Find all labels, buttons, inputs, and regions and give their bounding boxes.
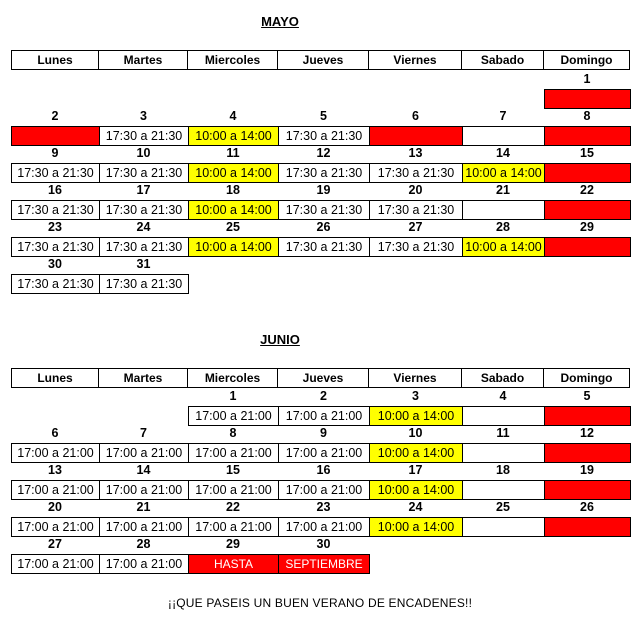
day-number: 20 (48, 500, 62, 514)
morning-slot-cell: 10:00 a 14:00 (462, 163, 545, 183)
day-number: 19 (316, 183, 331, 197)
evening-slot-cell: 17:30 a 21:30 (11, 237, 100, 257)
closed-day-cell (544, 200, 631, 220)
junio-calendar (11, 368, 630, 571)
evening-slot-cell: 17:00 a 21:00 (99, 517, 189, 537)
weekday-header: Lunes (11, 368, 99, 388)
morning-slot-cell: 10:00 a 14:00 (188, 200, 279, 220)
closed-day-cell (544, 126, 631, 146)
evening-slot-cell: 17:00 a 21:00 (188, 443, 279, 463)
evening-slot-cell: 17:30 a 21:30 (99, 200, 189, 220)
closed-day-cell (369, 126, 463, 146)
evening-slot-cell: 17:00 a 21:00 (278, 517, 370, 537)
evening-slot-cell: 17:30 a 21:30 (99, 237, 189, 257)
mayo-title: MAYO (261, 14, 299, 29)
evening-slot-cell: 17:30 a 21:30 (11, 274, 100, 294)
morning-slot-cell: 10:00 a 14:00 (188, 237, 279, 257)
day-number: 5 (583, 389, 591, 403)
day-number: 21 (496, 183, 510, 197)
day-number: 1 (229, 389, 237, 403)
day-number: 1 (583, 72, 591, 86)
calendar-week (11, 461, 630, 500)
evening-slot-cell: 17:00 a 21:00 (99, 480, 189, 500)
calendar-week (11, 144, 630, 183)
evening-slot-cell (462, 517, 545, 537)
evening-slot-cell (462, 406, 545, 426)
day-number: 8 (229, 426, 237, 440)
weekday-header: Jueves (278, 368, 369, 388)
closed-day-cell (544, 517, 631, 537)
day-number: 31 (136, 257, 151, 271)
footer-message: ¡¡QUE PASEIS UN BUEN VERANO DE ENCADENES!! (167, 596, 473, 610)
day-number: 16 (48, 183, 62, 197)
evening-slot-cell: 17:30 a 21:30 (369, 163, 463, 183)
day-number: 17 (408, 463, 423, 477)
closed-day-cell (544, 163, 631, 183)
evening-slot-cell: 17:00 a 21:00 (188, 480, 279, 500)
closed-day-cell (544, 480, 631, 500)
weekday-header-row (11, 50, 630, 70)
weekday-header: Viernes (369, 50, 462, 70)
weekday-header: Martes (99, 368, 188, 388)
evening-slot-cell: 17:00 a 21:00 (11, 517, 100, 537)
day-number: 24 (408, 500, 423, 514)
closed-day-cell: SEPTIEMBRE (278, 554, 370, 574)
calendar-week (11, 107, 630, 146)
evening-slot-cell: 17:30 a 21:30 (278, 126, 370, 146)
evening-slot-cell: 17:00 a 21:00 (99, 554, 189, 574)
calendar-week (11, 218, 630, 257)
day-number: 12 (580, 426, 594, 440)
day-number: 4 (229, 109, 237, 123)
day-number: 15 (580, 146, 594, 160)
day-number: 10 (136, 146, 151, 160)
morning-slot-cell: 10:00 a 14:00 (369, 443, 463, 463)
evening-slot-cell: 17:30 a 21:30 (278, 237, 370, 257)
day-number: 30 (316, 537, 331, 551)
day-number: 6 (412, 109, 419, 123)
day-number: 19 (580, 463, 594, 477)
evening-slot-cell: 17:00 a 21:00 (278, 443, 370, 463)
evening-slot-cell: 17:30 a 21:30 (369, 237, 463, 257)
mayo-calendar (11, 50, 630, 291)
day-number: 4 (499, 389, 507, 403)
day-number: 13 (48, 463, 62, 477)
evening-slot-cell (462, 126, 545, 146)
day-number: 16 (316, 463, 331, 477)
junio-title: JUNIO (260, 332, 300, 347)
day-number: 9 (320, 426, 327, 440)
weekday-header: Sabado (462, 50, 544, 70)
evening-slot-cell (462, 200, 545, 220)
closed-day-cell (544, 443, 631, 463)
evening-slot-cell: 17:00 a 21:00 (188, 406, 279, 426)
morning-slot-cell: 10:00 a 14:00 (188, 126, 279, 146)
day-number: 13 (408, 146, 423, 160)
evening-slot-cell: 17:00 a 21:00 (11, 443, 100, 463)
evening-slot-cell: 17:30 a 21:30 (11, 163, 100, 183)
evening-slot-cell: 17:00 a 21:00 (188, 517, 279, 537)
day-number: 26 (316, 220, 331, 234)
day-number: 24 (136, 220, 151, 234)
evening-slot-cell: 17:00 a 21:00 (278, 480, 370, 500)
closed-day-cell: HASTA (188, 554, 279, 574)
evening-slot-cell: 17:30 a 21:30 (99, 163, 189, 183)
day-number: 18 (496, 463, 510, 477)
weekday-header: Domingo (544, 50, 630, 70)
weekday-header: Viernes (369, 368, 462, 388)
calendar-week (11, 535, 630, 574)
day-number: 29 (226, 537, 240, 551)
day-number: 3 (412, 389, 419, 403)
calendar-week (11, 424, 630, 463)
closed-day-cell (11, 126, 100, 146)
day-number: 12 (316, 146, 331, 160)
evening-slot-cell: 17:30 a 21:30 (99, 126, 189, 146)
day-number: 27 (48, 537, 62, 551)
morning-slot-cell: 10:00 a 14:00 (188, 163, 279, 183)
evening-slot-cell: 17:30 a 21:30 (99, 274, 189, 294)
day-number: 7 (140, 426, 147, 440)
day-number: 27 (408, 220, 423, 234)
day-number: 29 (580, 220, 594, 234)
day-number: 23 (48, 220, 62, 234)
evening-slot-cell: 17:00 a 21:00 (278, 406, 370, 426)
morning-slot-cell: 10:00 a 14:00 (369, 480, 463, 500)
weekday-header: Martes (99, 50, 188, 70)
day-number: 25 (496, 500, 510, 514)
evening-slot-cell: 17:00 a 21:00 (99, 443, 189, 463)
calendar-week (11, 498, 630, 537)
closed-day-cell (544, 237, 631, 257)
day-number: 14 (136, 463, 151, 477)
day-number: 23 (316, 500, 331, 514)
day-number: 30 (48, 257, 62, 271)
calendar-week (11, 181, 630, 220)
closed-day-cell (544, 406, 631, 426)
evening-slot-cell (462, 480, 545, 500)
day-number: 25 (226, 220, 240, 234)
day-number: 5 (320, 109, 327, 123)
calendar-week (11, 255, 630, 294)
day-number: 22 (580, 183, 594, 197)
day-number: 28 (496, 220, 510, 234)
weekday-header: Sabado (462, 368, 544, 388)
weekday-header: Miercoles (188, 368, 278, 388)
evening-slot-cell: 17:00 a 21:00 (11, 480, 100, 500)
day-number: 3 (140, 109, 147, 123)
day-number: 2 (320, 389, 327, 403)
evening-slot-cell: 17:30 a 21:30 (278, 163, 370, 183)
day-number: 11 (496, 426, 510, 440)
day-number: 7 (499, 109, 507, 123)
closed-day-cell (544, 89, 631, 109)
day-number: 20 (408, 183, 423, 197)
evening-slot-cell: 17:30 a 21:30 (11, 200, 100, 220)
weekday-header: Miercoles (188, 50, 278, 70)
weekday-header: Lunes (11, 50, 99, 70)
day-number: 22 (226, 500, 240, 514)
day-number: 17 (136, 183, 151, 197)
evening-slot-cell: 17:30 a 21:30 (278, 200, 370, 220)
weekday-header-row (11, 368, 630, 388)
day-number: 6 (51, 426, 59, 440)
weekday-header: Jueves (278, 50, 369, 70)
day-number: 10 (408, 426, 423, 440)
evening-slot-cell: 17:00 a 21:00 (11, 554, 100, 574)
evening-slot-cell: 17:30 a 21:30 (369, 200, 463, 220)
day-number: 11 (226, 146, 240, 160)
weekday-header: Domingo (544, 368, 630, 388)
day-number: 15 (226, 463, 240, 477)
calendar-week (11, 387, 630, 426)
day-number: 8 (583, 109, 591, 123)
day-number: 28 (136, 537, 151, 551)
day-number: 21 (136, 500, 151, 514)
day-number: 9 (51, 146, 59, 160)
day-number: 2 (51, 109, 59, 123)
day-number: 18 (226, 183, 240, 197)
evening-slot-cell (462, 443, 545, 463)
morning-slot-cell: 10:00 a 14:00 (369, 406, 463, 426)
morning-slot-cell: 10:00 a 14:00 (369, 517, 463, 537)
morning-slot-cell: 10:00 a 14:00 (462, 237, 545, 257)
calendar-week (11, 70, 630, 109)
day-number: 26 (580, 500, 594, 514)
day-number: 14 (496, 146, 510, 160)
